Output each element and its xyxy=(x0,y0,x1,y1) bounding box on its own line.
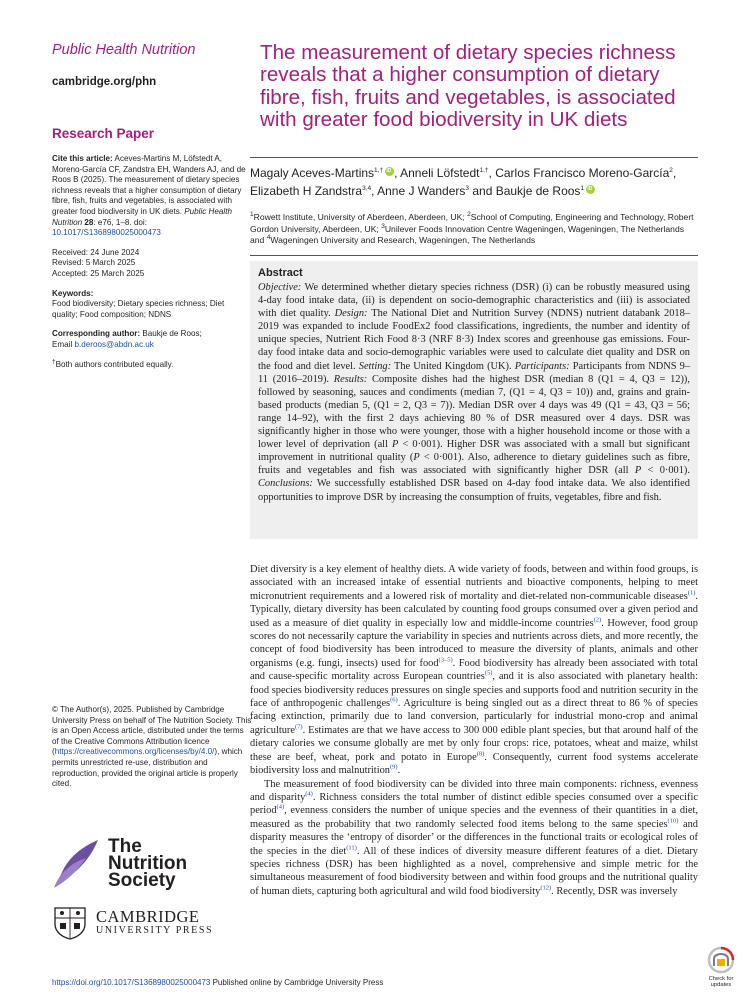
results-text-d: < 0·001). xyxy=(641,465,690,477)
author-list: Magaly Aceves-Martins$^{1,\dagger}$iD , Anneli Löfstedt$^{1,\dagger}$, Carlos Francisco Moreno-García$^2$, Elizabeth H Zandstra$^{3,4}$, Anne J Wanders$^3$ and Baukje de Roos$^1$iD xyxy=(250,164,698,200)
p1-h: . Consequently, current food systems accelerate biodiversity loss and malnutrition xyxy=(250,751,698,777)
license-notice xyxy=(52,705,252,790)
contrib-text: Both authors contributed equally. xyxy=(55,359,174,369)
affil-sup-3: 3 xyxy=(381,222,385,230)
p1-i: . xyxy=(397,765,401,777)
revised-date: Revised: 5 March 2025 xyxy=(52,258,136,268)
ref-9[interactable]: (4) xyxy=(305,790,313,798)
abstract-body xyxy=(258,281,690,504)
affiliations xyxy=(250,212,698,247)
design-text: The National Diet and Nutrition Survey (NDNS) nutrient databank 2018–2019 was expanded to include FoodEx2 food classifications, ingredients, the number and identity of unique species, Nutrient Rich Food 8·3 (NRF 8·3) Index scores and greenhouse gas emissions. Four-day food intake data and socio-demographic variables were used to calculate diet quality and DSR on the food and diet level. xyxy=(258,308,690,372)
cite-doi-link[interactable]: 10.1017/S1368980025000473 xyxy=(52,228,161,238)
cite-volume: 28 xyxy=(84,217,94,227)
check-updates-icon xyxy=(700,946,742,976)
license-url-link[interactable]: https://creativecommons.org/licenses/by/4.0/ xyxy=(54,747,215,757)
article-title: The measurement of dietary species richness reveals that a higher consumption of dietary fibre, fish, fruits and vegetables, is associated with greater food biodiversity in UK diets xyxy=(260,41,676,131)
participants-label: Participants: xyxy=(514,360,570,372)
author-4-sup: 3,4 xyxy=(362,185,372,192)
affil-sup-2: 2 xyxy=(467,211,471,219)
design-label: Design: xyxy=(334,308,368,320)
p2-d: and disparity measures the ‘entropy of disorder’ or the differences in the functional traits or ecological roles of the species in the diet xyxy=(250,818,698,857)
ref-6[interactable]: (7) xyxy=(295,723,303,731)
article-header xyxy=(260,42,698,131)
ref-12[interactable]: (11) xyxy=(346,844,357,852)
check-line-2: updates xyxy=(710,982,732,989)
accepted-date: Accepted: 25 March 2025 xyxy=(52,268,145,278)
objective-text: We determined whether dietary species richness (DSR) (i) can be robustly measured using 4-day food intake data, (ii) is dependent on socio-demographic characteristics and (iii) is associated with diet quality. xyxy=(258,282,690,320)
author-3-sup: 2 xyxy=(669,167,673,174)
p1-e: , and it is also associated with planetary health: food species biodiversity reduces pressures on single species and supports food and nutrition security in the face of anthropogenic challenges xyxy=(250,671,698,710)
ns-line-1: The xyxy=(108,836,142,857)
author-5-sup: 3 xyxy=(465,185,470,192)
license-text: © The Author(s), 2025. Published by Cambridge University Press on behalf of The Nutrition Society. This is an Open Access article, distributed under the terms of the Creative Commons Attribution licence ( xyxy=(52,705,252,757)
affil-sup-4: 4 xyxy=(266,234,271,242)
author-5[interactable]: , Anne J Wanders xyxy=(371,184,466,198)
ref-2[interactable]: (2) xyxy=(593,616,602,624)
journal-url-link[interactable]: cambridge.org/phn xyxy=(52,76,157,88)
setting-text: The United Kingdom (UK). xyxy=(391,360,515,372)
affil-3: Unilever Foods Innovation Centre Wageningen, Wageningen, The Netherlands and xyxy=(250,223,685,245)
cite-text: Aceves-Martins M, Löfstedt A, Moreno-García CF, Zandstra EH, Wanders AJ, and de Roos B (2025). The measurement of dietary species richness reveals that a higher consumption of dietary fibre, fish, fruits and vegetables, is associated with greater food biodiversity in UK diets. xyxy=(52,154,246,216)
p1-a: Diet diversity is a key element of healthy diets. A wide variety of foods, between and within food groups, is associated with an increased intake of essential nutrients and bioactive components, helping to meet micronutrient requirements and a lowered risk of mortality and diet-related non-communicable diseases xyxy=(250,564,698,602)
citation-block xyxy=(52,154,250,239)
footer-published: Published online by Cambridge University Press xyxy=(210,978,384,987)
license-tail: ), which permits unrestricted re-use, distribution and reproduction, provided the original article is properly cited. xyxy=(52,747,243,789)
keywords-block xyxy=(52,289,250,321)
ref-4[interactable]: (5) xyxy=(484,669,493,677)
ref-10[interactable]: (4) xyxy=(276,803,285,811)
author-4[interactable]: Elizabeth H Zandstra xyxy=(250,184,363,198)
ref-7[interactable]: (8) xyxy=(476,750,485,758)
p-value-1: P xyxy=(392,439,399,451)
ref-3[interactable]: (3–5) xyxy=(438,656,453,664)
cambridge-university-press-logo xyxy=(52,906,252,940)
ref-8[interactable]: (9) xyxy=(389,763,398,771)
results-text: Composite dishes had the highest DSR (median 8 (Q1 = 4, Q3 = 12)), followed by seasoning, sauces and condiments (median 7, (Q1 = 4, Q3 = 10)) and, grains and grain-based products (median 5, (Q1 = 2, Q3 = 7)). Median DSR over 4 days was 49 (Q1 = 43, Q3 = 56; range 14–92), with the first 2 days achieving 80 % of DSR measured over 4 days. DSR was significantly higher in those who were younger, those with a higher household income or those with a lower level of deprivation (all xyxy=(258,373,690,451)
author-6[interactable]: and Baukje de Roos xyxy=(469,184,581,198)
objective-label: Objective: xyxy=(258,282,302,293)
nutrition-society-logo xyxy=(52,836,252,892)
orcid-icon[interactable] xyxy=(586,185,595,194)
p1-c: . However, food group scores do not necessarily capture the variability in species and nutrients across diets, and more recently, the concept of food biodiversity has been introduced to measure the diversity of plants, animals and other organisms (e.g. fungi, insects) used for food xyxy=(250,617,698,669)
cite-label: Cite this article: xyxy=(52,154,113,163)
author-1-sup: 1,† xyxy=(374,167,384,174)
corr-email-link[interactable]: b.deroos@abdn.ac.uk xyxy=(74,339,154,349)
ref-11[interactable]: (10) xyxy=(667,817,679,825)
check-for-updates-badge[interactable] xyxy=(700,946,742,992)
author-2[interactable]: , Anneli Löfstedt xyxy=(394,166,480,180)
check-line-1: Check for xyxy=(708,976,734,982)
corr-name: Baukje de Roos; xyxy=(140,329,202,339)
affil-1: Rowett Institute, University of Aberdeen, Aberdeen, UK; xyxy=(253,212,468,222)
p1-d: . Food biodiversity has already been associated with total and cause-specific mortality across European countries xyxy=(250,657,698,683)
p2-c: , evenness considers the number of unique species and the evenness of their quantities in a diet, measured as the probability that two randomly selected food items belong to the same species xyxy=(250,805,698,830)
abstract-box xyxy=(250,261,698,539)
keywords-label: Keywords: xyxy=(52,288,94,298)
author-2-sup: 1,† xyxy=(479,167,489,174)
results-label: Results: xyxy=(333,373,368,385)
check-updates-label xyxy=(700,976,742,989)
conclusions-label: Conclusions: xyxy=(258,478,313,490)
abstract-heading: Abstract xyxy=(258,267,303,279)
corr-label: Corresponding author: xyxy=(52,329,141,339)
keywords-list: Food biodiversity; Dietary species richness; Diet quality; Food composition; NDNS xyxy=(52,299,225,319)
corr-email-label: Email xyxy=(52,339,75,349)
footer-doi-link[interactable]: https://doi.org/10.1017/S1368980025000473 xyxy=(52,978,211,987)
contrib-mark: † xyxy=(52,357,56,365)
setting-label: Setting: xyxy=(358,360,392,372)
p1-b: . Typically, dietary diversity has been calculated by counting food groups consumed over a given period and used as a measure of diet quality in especially low and middle-income countries xyxy=(250,590,698,629)
nutrition-society-emblem-icon xyxy=(52,836,104,890)
p2-a: The measurement of food biodiversity can be divided into three main components: richness, evenness and disparity xyxy=(250,778,698,803)
ns-line-3: Society xyxy=(108,870,176,891)
title-divider xyxy=(250,157,698,158)
corresponding-author-block xyxy=(52,329,250,350)
journal-name: Public Health Nutrition xyxy=(52,42,196,58)
p2-b: . Richness considers the total number of distinct edible species consumed over a specific period xyxy=(250,791,698,817)
p2-e: . All of these indices of diversity measure different features of a diet. Dietary species richness (DSR) has been highlighted as a novel, comprehensive and simple metric for the simultaneous measurement of food biodiversity between and within food groups and the nutritional quality of human diets, capturing both agricultural and wild food biodiversity xyxy=(250,845,698,897)
participants-text: Participants from NDNS 9–11 (2016–2019). xyxy=(258,360,691,385)
results-text-c: < 0·001). Also, adherence to dietary guidelines such as fibre, fruits and vegetables and fish was associated with significantly higher DSR (all xyxy=(258,452,691,477)
p-value-3: P xyxy=(634,465,642,477)
p1-g: . Estimates are that we have access to 300 000 edible plant species, but that around half of the dietary calories we consume globally are met by only four crops: rice, potatoes, wheat and maize, whilst these are beef, wheat, pork and potato in Europe xyxy=(250,724,698,763)
affil-2: School of Computing, Engineering and Technology, Robert Gordon University, Aberdeen, UK; xyxy=(250,212,694,234)
orcid-icon[interactable] xyxy=(385,167,394,176)
ref-5[interactable]: (6) xyxy=(390,696,398,704)
contribution-note xyxy=(52,357,250,371)
article-type-label: Research Paper xyxy=(52,126,155,141)
p2-f: . Recently, DSR was inversely xyxy=(551,885,678,897)
dates-block xyxy=(52,248,250,280)
page-footer xyxy=(52,978,383,987)
affil-sup-1: 1 xyxy=(250,211,254,219)
ref-1[interactable]: (1) xyxy=(687,589,696,597)
received-date: Received: 24 June 2024 xyxy=(52,247,140,257)
sidebar xyxy=(52,42,250,370)
author-6-sup: 1 xyxy=(580,185,585,192)
p1-f: . Agriculture is being singled out as a direct threat to 86 % of species facing extinction, primarily due to land conversion, particularly for industrial mono-crop and animal agriculture xyxy=(250,698,698,736)
affiliation-divider xyxy=(250,255,698,256)
ns-line-2: Nutrition xyxy=(108,853,188,874)
conclusions-text: We successfully established DSR based on 4-day food intake data. We also identified opportunities to improve DSR by increasing the consumption of fruits, vegetables, fibre and fish. xyxy=(258,478,690,503)
author-3[interactable]: , Carlos Francisco Moreno-García xyxy=(488,166,670,180)
cup-line-2: UNIVERSITY PRESS xyxy=(96,925,214,936)
nutrition-society-wordmark xyxy=(108,838,187,889)
author-1[interactable]: Magaly Aceves-Martins xyxy=(250,166,375,180)
paragraph-1 xyxy=(250,563,698,778)
cup-line-1: CAMBRIDGE xyxy=(96,907,200,926)
results-text-b: < 0·001). Higher DSR was associated with a small but significant improvement in nutritional quality ( xyxy=(258,439,690,464)
cambridge-crest-icon xyxy=(52,906,88,940)
affil-4: Wageningen University and Research, Wageningen, The Netherlands xyxy=(270,235,536,245)
cite-journal: Public Health Nutrition xyxy=(52,206,232,227)
p-value-2: P xyxy=(413,452,420,464)
cite-pages: : e76, 1–8. doi: xyxy=(93,217,147,227)
ref-13[interactable]: (12) xyxy=(540,884,552,892)
article-body xyxy=(250,563,698,898)
paragraph-2 xyxy=(250,778,698,899)
